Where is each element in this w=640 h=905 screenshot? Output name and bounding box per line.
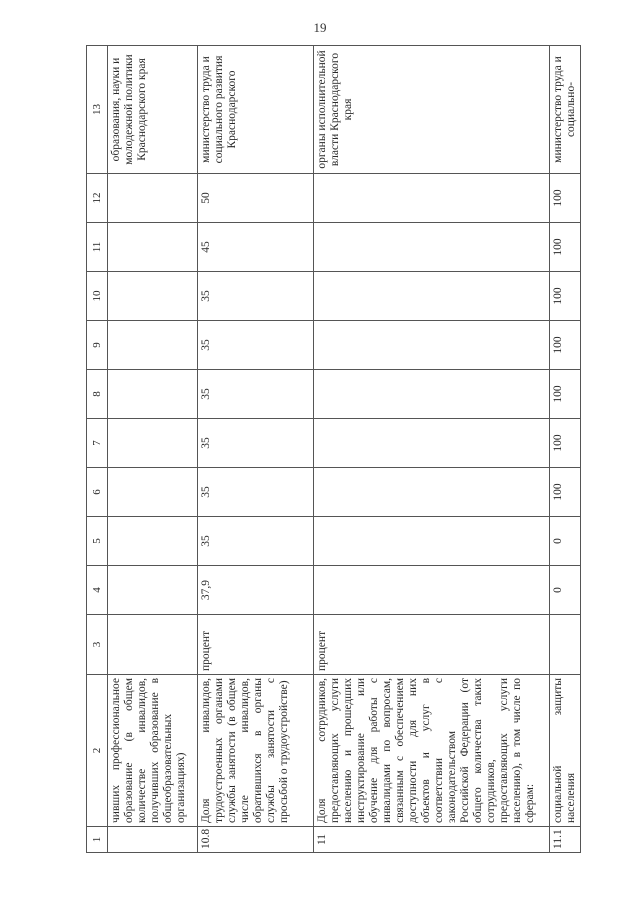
value-cell [108, 419, 198, 468]
indicator-text: социальной защиты населения [550, 675, 581, 827]
responsible-cell: органы исполнительной власти Краснодарского края [314, 46, 550, 174]
value-cell [108, 174, 198, 223]
row-id: 11 [314, 827, 550, 853]
value-cell [108, 321, 198, 370]
header-cell: 13 [87, 46, 108, 174]
table-row [314, 46, 550, 853]
header-cell: 6 [87, 468, 108, 517]
value-cell: 35 [198, 419, 314, 468]
value-cell: 35 [198, 370, 314, 419]
responsible-cell: образования, науки и молодежной политики Краснодарского края [108, 46, 198, 174]
value-cell [108, 223, 198, 272]
header-cell: 3 [87, 615, 108, 675]
responsible-cell: министерство труда и социально- [550, 46, 581, 174]
value-cell [314, 517, 550, 566]
value-cell [314, 566, 550, 615]
indicator-text: Доля инвалидов, трудоустроенных органами службы занятости (в общем числе инвалидов, обратившихся в органы службы занятости с просьбой о трудоустройстве) [198, 675, 314, 827]
value-cell: 35 [198, 321, 314, 370]
header-cell: 7 [87, 419, 108, 468]
indicator-text: Доля сотрудников, предоставляющих услуги населению и прошедших инструктирование или обучение для работы с инвалидами по вопросам, связанным с обеспечением доступности для них объектов и услуг в соответствии с законодательством Российской Федерации (от общего количества таких сотрудников, предоставляющих услуги населению), в том числе по сферам: [314, 675, 550, 827]
value-cell [108, 468, 198, 517]
value-cell: 100 [550, 272, 581, 321]
value-cell: 100 [550, 468, 581, 517]
value-cell [314, 468, 550, 517]
value-cell: 50 [198, 174, 314, 223]
value-cell: 37,9 [198, 566, 314, 615]
value-cell: 35 [198, 272, 314, 321]
value-cell [314, 223, 550, 272]
value-cell: 100 [550, 223, 581, 272]
header-cell: 4 [87, 566, 108, 615]
header-cell: 2 [87, 675, 108, 827]
header-cell: 12 [87, 174, 108, 223]
indicator-text: чивших профессиональное образование (в общем количестве инвалидов, получивших образование в общеобразовательных организациях) [108, 675, 198, 827]
header-row [87, 46, 108, 853]
header-cell: 11 [87, 223, 108, 272]
header-cell: 1 [87, 827, 108, 853]
header-cell: 10 [87, 272, 108, 321]
unit-cell: процент [314, 615, 550, 675]
responsible-cell: министерство труда и социального развития Краснодарского [198, 46, 314, 174]
table-row [198, 46, 314, 853]
unit-cell [108, 615, 198, 675]
value-cell: 45 [198, 223, 314, 272]
rotated-table-sheet [86, 46, 578, 853]
table-row [108, 46, 198, 853]
value-cell [314, 174, 550, 223]
value-cell: 0 [550, 517, 581, 566]
header-cell: 8 [87, 370, 108, 419]
page-number: 19 [313, 20, 327, 35]
table-row [550, 46, 581, 853]
value-cell [314, 272, 550, 321]
value-cell: 35 [198, 517, 314, 566]
row-id [108, 827, 198, 853]
row-id: 11.1 [550, 827, 581, 853]
header-cell: 9 [87, 321, 108, 370]
row-id: 10.8 [198, 827, 314, 853]
value-cell: 100 [550, 419, 581, 468]
unit-cell: процент [198, 615, 314, 675]
value-cell: 100 [550, 174, 581, 223]
value-cell [108, 566, 198, 615]
unit-cell [550, 615, 581, 675]
value-cell: 35 [198, 468, 314, 517]
value-cell: 100 [550, 370, 581, 419]
value-cell: 100 [550, 321, 581, 370]
value-cell [108, 370, 198, 419]
header-cell: 5 [87, 517, 108, 566]
value-cell [108, 272, 198, 321]
value-cell [108, 517, 198, 566]
value-cell [314, 419, 550, 468]
value-cell [314, 370, 550, 419]
value-cell: 0 [550, 566, 581, 615]
indicators-table [86, 45, 581, 853]
value-cell [314, 321, 550, 370]
